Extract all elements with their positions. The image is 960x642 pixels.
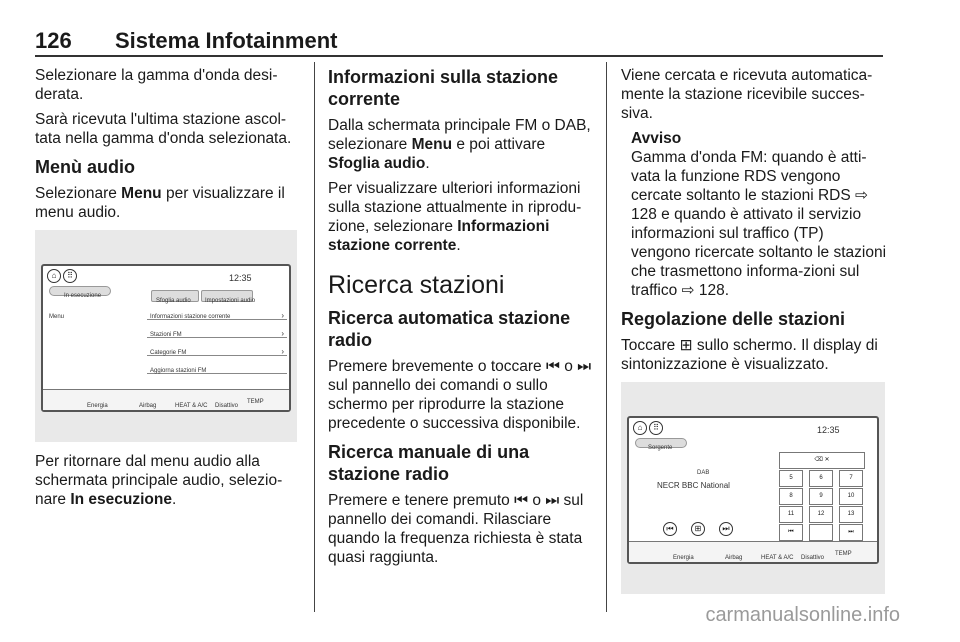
paragraph: Premere brevemente o toccare ⏮ o ⏭ sul pannello dei comandi o sullo schermo per riprodurre la stazione precedente o successiva disponibile.	[328, 358, 592, 432]
temp-label[interactable]: TEMP	[835, 551, 852, 557]
menu-item[interactable]: Aggiorna stazioni FM	[147, 358, 287, 374]
keypad-key[interactable]: 6	[809, 470, 833, 487]
column-divider-1	[314, 62, 315, 612]
page-number: 126	[35, 28, 72, 53]
heading-station-info: Informazioni sulla stazione corrente	[328, 67, 559, 109]
keypad-key[interactable]: 9	[809, 488, 833, 505]
defrost-label[interactable]: Disattivo	[215, 403, 239, 409]
heading-manual-search: Ricerca manuale di una stazione radio	[328, 442, 530, 484]
menu-item[interactable]: Informazioni stazione corrente ›	[147, 304, 287, 320]
next-key-icon[interactable]: ⏭	[839, 524, 863, 541]
heading-auto-search: Ricerca automatica stazione radio	[328, 308, 571, 350]
heat-ac-label[interactable]: HEAT & A/C	[761, 555, 794, 561]
infotainment-screen	[627, 416, 879, 564]
screenshot-audio-menu	[35, 230, 297, 442]
heading-menu-audio: Menù audio	[35, 157, 135, 177]
column-divider-2	[606, 62, 607, 612]
heading-station-search: Ricerca stazioni	[328, 271, 505, 299]
audio-settings-button[interactable]: Impostazioni audio	[201, 290, 253, 302]
paragraph: Toccare ⊞ sullo schermo. Il display di sintonizzazione è visualizzato.	[621, 337, 878, 373]
airbag-label: Airbag	[139, 403, 157, 409]
heat-ac-label[interactable]: HEAT & A/C	[175, 403, 208, 409]
menu-label: Menu	[49, 314, 65, 320]
keypad-icon[interactable]: ⊞	[691, 522, 705, 536]
keypad-key[interactable]: 11	[779, 506, 803, 523]
heading-tuning: Regolazione delle stazioni	[621, 309, 846, 329]
header-rule	[35, 55, 883, 57]
note-text: Gamma d'onda FM: quando è atti-vata la funzione RDS vengono cercate soltanto le stazioni RDS ⇨ 128 e quando è attivato il servizio informazioni sul traffico (TP) vengono ricercate soltanto le stazioni che trasmettono informa-zioni sul traffico ⇨ 128.	[631, 149, 887, 299]
clock: 12:35	[229, 273, 252, 283]
frequency-input[interactable]: ⌫ ✕	[779, 452, 865, 469]
prev-key-icon[interactable]: ⏮	[779, 524, 803, 541]
back-button[interactable]: In esecuzione	[49, 286, 111, 296]
note-box	[631, 129, 887, 300]
seek-forward-icon[interactable]: ⏭	[719, 522, 733, 536]
paragraph: Per ritornare dal menu audio alla schermata principale audio, selezio-nare In esecuzione.	[35, 453, 283, 508]
column-1	[35, 66, 303, 515]
section-title: Sistema Infotainment	[115, 28, 338, 53]
column-2	[328, 66, 596, 573]
home-icon: ⌂	[633, 421, 647, 435]
temp-label[interactable]: TEMP	[247, 399, 264, 405]
menu-item[interactable]: Categorie FM ›	[147, 340, 287, 356]
note-title: Avviso	[631, 130, 682, 147]
energy-label[interactable]: Energia	[673, 555, 694, 561]
column-3	[621, 66, 887, 604]
climate-bar	[43, 389, 289, 410]
infotainment-screen	[41, 264, 291, 412]
home-icon: ⌂	[47, 269, 61, 283]
apps-icon: ⠿	[649, 421, 663, 435]
paragraph: Selezionare Menu per visualizzare il menu audio.	[35, 185, 285, 221]
screenshot-tuning	[621, 382, 885, 594]
keypad-key[interactable]: 10	[839, 488, 863, 505]
keypad-key[interactable]: 8	[779, 488, 803, 505]
keypad-key[interactable]: 5	[779, 470, 803, 487]
band-label: DAB	[697, 470, 710, 476]
defrost-label[interactable]: Disattivo	[801, 555, 825, 561]
keypad-key[interactable]: 13	[839, 506, 863, 523]
paragraph: Dalla schermata principale FM o DAB, selezionare Menu e poi attivare Sfoglia audio.	[328, 117, 591, 172]
paragraph: Viene cercata e ricevuta automatica-mente la stazione ricevibile succes-siva.	[621, 67, 873, 122]
browse-audio-button[interactable]: Sfoglia audio	[151, 290, 199, 302]
climate-bar	[629, 541, 877, 562]
page-header	[35, 28, 883, 54]
keypad-key[interactable]: 12	[809, 506, 833, 523]
paragraph: Premere e tenere premuto ⏮ o ⏭ sul pannello dei comandi. Rilasciare quando la frequenza richiesta è stata quasi raggiunta.	[328, 492, 584, 566]
paragraph: Selezionare la gamma d'onda desi-derata.	[35, 67, 278, 103]
clock: 12:35	[817, 425, 840, 435]
paragraph: Sarà ricevuta l'ultima stazione ascol-tata nella gamma d'onda selezionata.	[35, 111, 292, 147]
watermark-site: carmanualsonline.info	[705, 604, 900, 626]
airbag-label: Airbag	[725, 555, 743, 561]
menu-item[interactable]: Stazioni FM ›	[147, 322, 287, 338]
energy-label[interactable]: Energia	[87, 403, 108, 409]
blank-key[interactable]	[809, 524, 833, 541]
seek-back-icon[interactable]: ⏮	[663, 522, 677, 536]
keypad-key[interactable]: 7	[839, 470, 863, 487]
station-name: NECR BBC National	[657, 481, 730, 490]
source-button[interactable]: Sorgente	[635, 438, 687, 448]
paragraph: Per visualizzare ulteriori informazioni sulla stazione attualmente in riprodu-zione, selezionare Informazioni stazione corrente.	[328, 180, 582, 254]
apps-icon: ⠿	[63, 269, 77, 283]
